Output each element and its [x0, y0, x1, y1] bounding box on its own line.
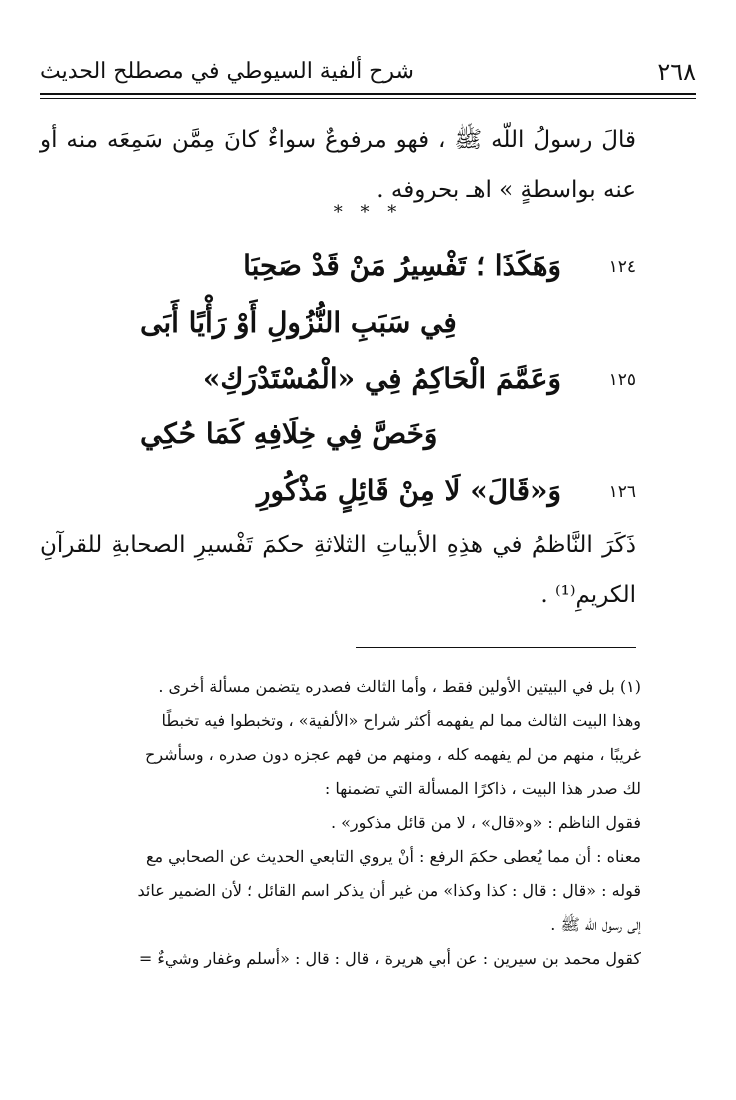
- footnote-text: بل في البيتين الأولين فقط ، وأما الثالث فصدره يتضمن مسألة أخرى .: [158, 677, 615, 696]
- footnote-line: معناه : أن مما يُعطى حكمَ الرفع : أنْ يروي التابعي الحديث عن الصحابي مع: [145, 847, 641, 866]
- paragraph-intro: قالَ رسولُ اللّه ﷺ ، فهو مرفوعٌ سواءٌ كانَ مِمَّن سَمِعَه منه أو عنه بواسطةٍ » اهـ بحروفه .: [40, 127, 636, 203]
- footnote-body: [40, 704, 641, 976]
- verse-first-hemistich: وَهَكَذَا ؛ تَفْسِيرُ مَنْ قَدْ صَحِبَا: [243, 249, 561, 282]
- footnote-line: قوله : «قال : قال : كذا وكذا» من غير أن يذكر اسم القائل ؛ لأن الضمير عائد: [137, 881, 641, 900]
- verse-number: ١٢٤: [608, 257, 636, 277]
- footnote-line: إلى رسول اللّه ﷺ .: [550, 915, 641, 934]
- verse-number: ١٢٥: [608, 370, 636, 390]
- header-rule-thin: [40, 98, 696, 99]
- running-title: شرح ألفية السيوطي في مصطلح الحديث: [40, 59, 414, 84]
- paragraph-commentary: ذَكَرَ النَّاظمُ في هذِهِ الأبياتِ الثلاثةِ حكمَ تَفْسيرِ الصحابةِ للقرآنِ الكريمِ⁽¹⁾ .: [40, 532, 636, 608]
- header-rule-thick: [40, 93, 696, 95]
- footnote-marker: (١): [619, 677, 641, 696]
- verse-number: ١٢٦: [608, 482, 636, 502]
- footnote-line: لك صدر هذا البيت ، ذاكرًا المسألة التي تضمنها :: [324, 779, 641, 798]
- footnote-line: فقول الناظم : «و«قال» ، لا من قائل مذكور» .: [330, 813, 641, 832]
- page-number: ٢٦٨: [657, 58, 696, 86]
- verse-first-hemistich: وَعَمَّمَ الْحَاكِمُ فِي «الْمُسْتَدْرَكِ»: [202, 362, 561, 395]
- section-separator: * * *: [333, 202, 403, 223]
- footnote-line: كقول محمد بن سيرين : عن أبي هريرة ، قال : قال : «أسلم وغفار وشيءٌ =: [138, 949, 641, 968]
- verse-first-hemistich: وَ«قَالَ» لَا مِنْ قَائِلٍ مَذْكُورِ: [257, 474, 561, 507]
- footnote-first-line: [40, 670, 641, 704]
- verse-second-hemistich: فِي سَبَبِ النُّزُولِ أَوْ رَأْيًا أَبَى: [140, 306, 457, 339]
- running-header: [40, 52, 696, 92]
- footnote-line: وهذا البيت الثالث مما لم يفهمه أكثر شراح «الألفية» ، وتخبطوا فيه تخبطًا: [161, 711, 641, 730]
- verse-second-hemistich: وَخَصَّ فِي خِلَافِهِ كَمَا حُكِي: [140, 417, 438, 450]
- footnote-line: غريبًا ، منهم من لم يفهمه كله ، ومنهم من فهم عجزه دون صدره ، وسأشرح: [145, 745, 641, 764]
- footnote-rule: [356, 647, 636, 648]
